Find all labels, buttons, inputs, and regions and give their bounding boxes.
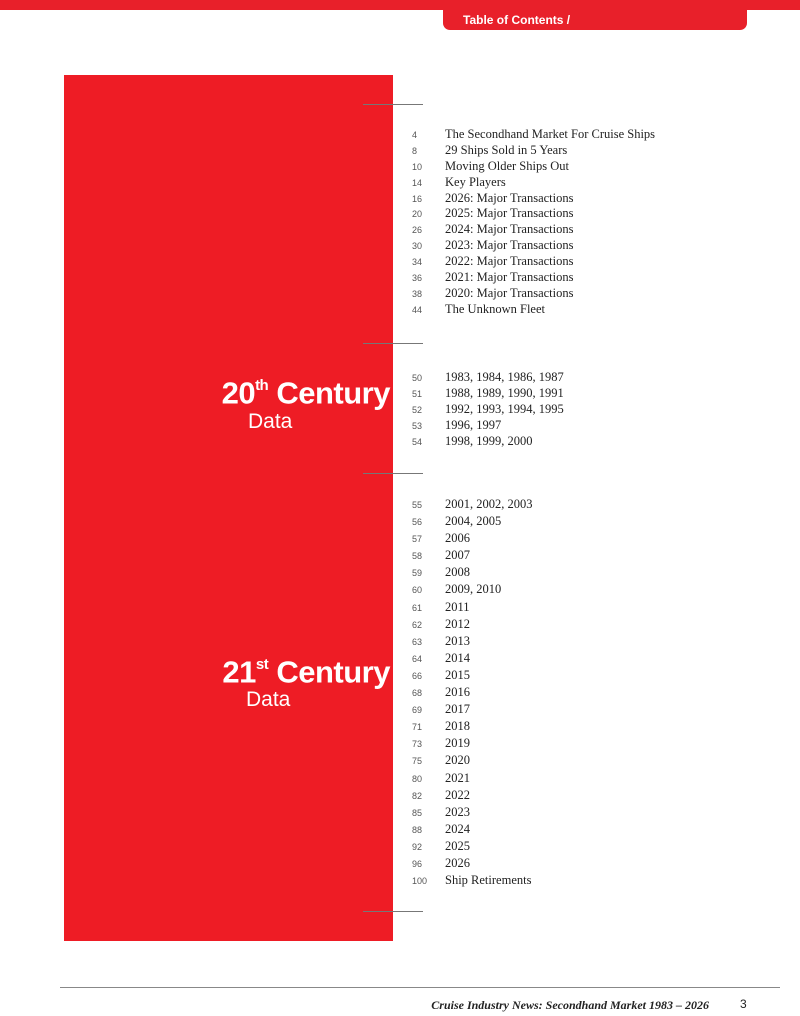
toc-entry[interactable]	[412, 496, 533, 513]
toc-page-number: 26	[412, 225, 423, 236]
toc-entry[interactable]	[412, 821, 533, 838]
toc-entry-title: Key Players	[445, 174, 506, 189]
toc-entry-title: 1992, 1993, 1994, 1995	[445, 401, 564, 416]
toc-entry-title: 1998, 1999, 2000	[445, 433, 533, 448]
section-tab-label: Table of Contents /	[463, 13, 571, 27]
toc-entry[interactable]	[412, 254, 655, 270]
toc-entry[interactable]	[412, 855, 533, 872]
toc-entry-title: 1996, 1997	[445, 417, 502, 432]
toc-page-number: 75	[412, 756, 423, 767]
footer-page-number: 3	[740, 997, 747, 1011]
toc-page-number: 80	[412, 773, 423, 784]
toc-entry[interactable]	[412, 513, 533, 530]
toc-entry-title: 2018	[445, 719, 470, 734]
toc-page-number: 53	[412, 420, 423, 431]
toc-entry-title: 2025	[445, 838, 470, 853]
toc-page-number: 36	[412, 273, 423, 284]
toc-entry[interactable]	[412, 530, 533, 547]
divider-line	[363, 343, 423, 344]
toc-page-number: 62	[412, 619, 423, 630]
toc-entry[interactable]	[412, 191, 655, 207]
toc-page-number: 61	[412, 602, 423, 613]
toc-entry[interactable]	[412, 787, 533, 804]
toc-entry-title: 2022	[445, 787, 470, 802]
toc-entry-title: 2020: Major Transactions	[445, 285, 574, 300]
toc-entry-title: 2004, 2005	[445, 514, 502, 529]
toc-entry[interactable]	[412, 547, 533, 564]
toc-entry-title: 2021: Major Transactions	[445, 270, 574, 285]
toc-entry-title: 2008	[445, 565, 470, 580]
toc-entry[interactable]	[412, 667, 533, 684]
subheading-21st	[246, 688, 290, 712]
heading-word: Century	[276, 375, 390, 411]
toc-entry[interactable]	[412, 581, 533, 598]
toc-page-number: 38	[412, 288, 423, 299]
toc-entry[interactable]	[412, 127, 655, 143]
divider-line	[363, 911, 423, 912]
toc-entry-title: The Unknown Fleet	[445, 301, 545, 316]
toc-page-number: 68	[412, 688, 423, 699]
toc-entry-title: 2025: Major Transactions	[445, 206, 574, 221]
heading-ordinal: st	[255, 656, 269, 673]
footer-publication-title: Cruise Industry News: Secondhand Market 1983 – 2026	[431, 998, 709, 1012]
toc-entry-title: 2016	[445, 685, 470, 700]
toc-entry[interactable]	[412, 386, 564, 402]
top-accent-bar	[0, 0, 800, 10]
toc-entry[interactable]	[412, 735, 533, 752]
toc-page-number: 55	[412, 500, 423, 510]
toc-page-number: 44	[412, 304, 423, 315]
toc-entry[interactable]	[412, 434, 564, 450]
toc-entry-title: 1988, 1989, 1990, 1991	[445, 385, 564, 400]
toc-page-number: 100	[412, 876, 428, 887]
heading-word: Century	[276, 654, 390, 690]
twentieth-century-list	[412, 370, 564, 449]
toc-page-number: 58	[412, 551, 423, 562]
toc-entry[interactable]	[412, 302, 655, 318]
footer-rule	[60, 987, 780, 988]
toc-entry-title: 2007	[445, 548, 470, 563]
toc-entry-title: 1983, 1984, 1986, 1987	[445, 370, 564, 384]
toc-entry[interactable]	[412, 804, 533, 821]
toc-page-number: 51	[412, 388, 423, 399]
toc-entry-title: 2013	[445, 633, 470, 648]
toc-entry[interactable]	[412, 159, 655, 175]
toc-entry[interactable]	[412, 872, 533, 889]
toc-page-number: 57	[412, 534, 423, 545]
toc-page-number: 59	[412, 568, 423, 579]
toc-page-number: 71	[412, 722, 423, 733]
toc-entry-title: 2026: Major Transactions	[445, 190, 574, 205]
divider-line	[363, 104, 423, 105]
toc-entry[interactable]	[412, 650, 533, 667]
heading-20th-century	[222, 371, 390, 410]
toc-entry-title: 2022: Major Transactions	[445, 254, 574, 269]
toc-page-number: 50	[412, 373, 423, 383]
toc-entry-title: 2017	[445, 702, 470, 717]
toc-entry-title: 29 Ships Sold in 5 Years	[445, 142, 568, 157]
toc-entry[interactable]	[412, 684, 533, 701]
toc-entry[interactable]	[412, 616, 533, 633]
toc-entry-title: 2012	[445, 616, 470, 631]
toc-page-number: 82	[412, 790, 423, 801]
toc-page-number: 4	[412, 130, 418, 140]
toc-entry[interactable]	[412, 238, 655, 254]
toc-page-number: 30	[412, 241, 423, 252]
toc-entry-title: 2011	[445, 599, 470, 614]
toc-entry[interactable]	[412, 633, 533, 650]
toc-entry[interactable]	[412, 718, 533, 735]
toc-entry-title: 2024: Major Transactions	[445, 222, 574, 237]
toc-page-number: 92	[412, 841, 423, 852]
toc-page-number: 54	[412, 436, 423, 447]
toc-page-number: 60	[412, 585, 423, 596]
toc-page-number: 8	[412, 145, 418, 156]
heading-ordinal: th	[255, 377, 269, 394]
toc-entry-title: 2019	[445, 736, 470, 751]
toc-entry[interactable]	[412, 286, 655, 302]
toc-page-number: 52	[412, 404, 423, 415]
toc-page-number: 69	[412, 705, 423, 716]
toc-entry-title: 2014	[445, 650, 470, 665]
toc-entry[interactable]	[412, 770, 533, 787]
toc-page-number: 14	[412, 177, 423, 188]
toc-page-number: 34	[412, 257, 423, 268]
toc-entry-title: 2006	[445, 531, 470, 546]
toc-entry[interactable]	[412, 402, 564, 418]
toc-page-number: 96	[412, 858, 423, 869]
contents-list	[412, 127, 655, 318]
subheading-data: Data	[246, 688, 291, 711]
toc-page-number: 16	[412, 193, 423, 204]
toc-entry-title: 2023: Major Transactions	[445, 238, 574, 253]
toc-entry-title: The Secondhand Market For Cruise Ships	[445, 127, 656, 141]
toc-entry-title: 2020	[445, 753, 470, 768]
toc-entry-title: 2015	[445, 667, 470, 682]
toc-page-number: 85	[412, 807, 423, 818]
toc-entry[interactable]	[412, 206, 655, 222]
toc-entry[interactable]	[412, 175, 655, 191]
toc-entry-title: 2009, 2010	[445, 582, 502, 597]
toc-page-number: 20	[412, 209, 423, 220]
toc-page-number: 88	[412, 824, 423, 835]
toc-page-number: 64	[412, 653, 423, 664]
toc-entry-title: 2026	[445, 855, 470, 870]
toc-entry-title: 2021	[445, 770, 470, 785]
toc-page-number: 10	[412, 161, 423, 172]
toc-entry-title: 2024	[445, 821, 470, 836]
toc-entry-title: Ship Retirements	[445, 873, 532, 888]
twentyfirst-century-list	[412, 496, 533, 889]
toc-entry[interactable]	[412, 143, 655, 159]
toc-entry[interactable]	[412, 270, 655, 286]
toc-entry[interactable]	[412, 370, 564, 386]
heading-21st-century	[222, 650, 390, 689]
toc-page-number: 73	[412, 739, 423, 750]
toc-page-number: 63	[412, 636, 423, 647]
toc-entry[interactable]	[412, 752, 533, 769]
red-side-panel	[64, 75, 393, 941]
heading-number: 20	[221, 375, 256, 411]
toc-page-number: 66	[412, 670, 423, 681]
heading-number: 21	[222, 654, 256, 690]
divider-line	[363, 473, 423, 474]
toc-entry[interactable]	[412, 701, 533, 718]
toc-page-number: 56	[412, 517, 423, 528]
toc-entry[interactable]	[412, 599, 533, 616]
toc-entry[interactable]	[412, 222, 655, 238]
toc-entry-title: 2023	[445, 804, 470, 819]
toc-entry[interactable]	[412, 418, 564, 434]
subheading-data: Data	[248, 410, 293, 433]
toc-entry[interactable]	[412, 564, 533, 581]
subheading-20th	[248, 410, 292, 434]
toc-entry[interactable]	[412, 838, 533, 855]
toc-entry-title: Moving Older Ships Out	[445, 158, 569, 173]
toc-entry-title: 2001, 2002, 2003	[445, 497, 533, 511]
section-tab[interactable]	[443, 10, 747, 30]
